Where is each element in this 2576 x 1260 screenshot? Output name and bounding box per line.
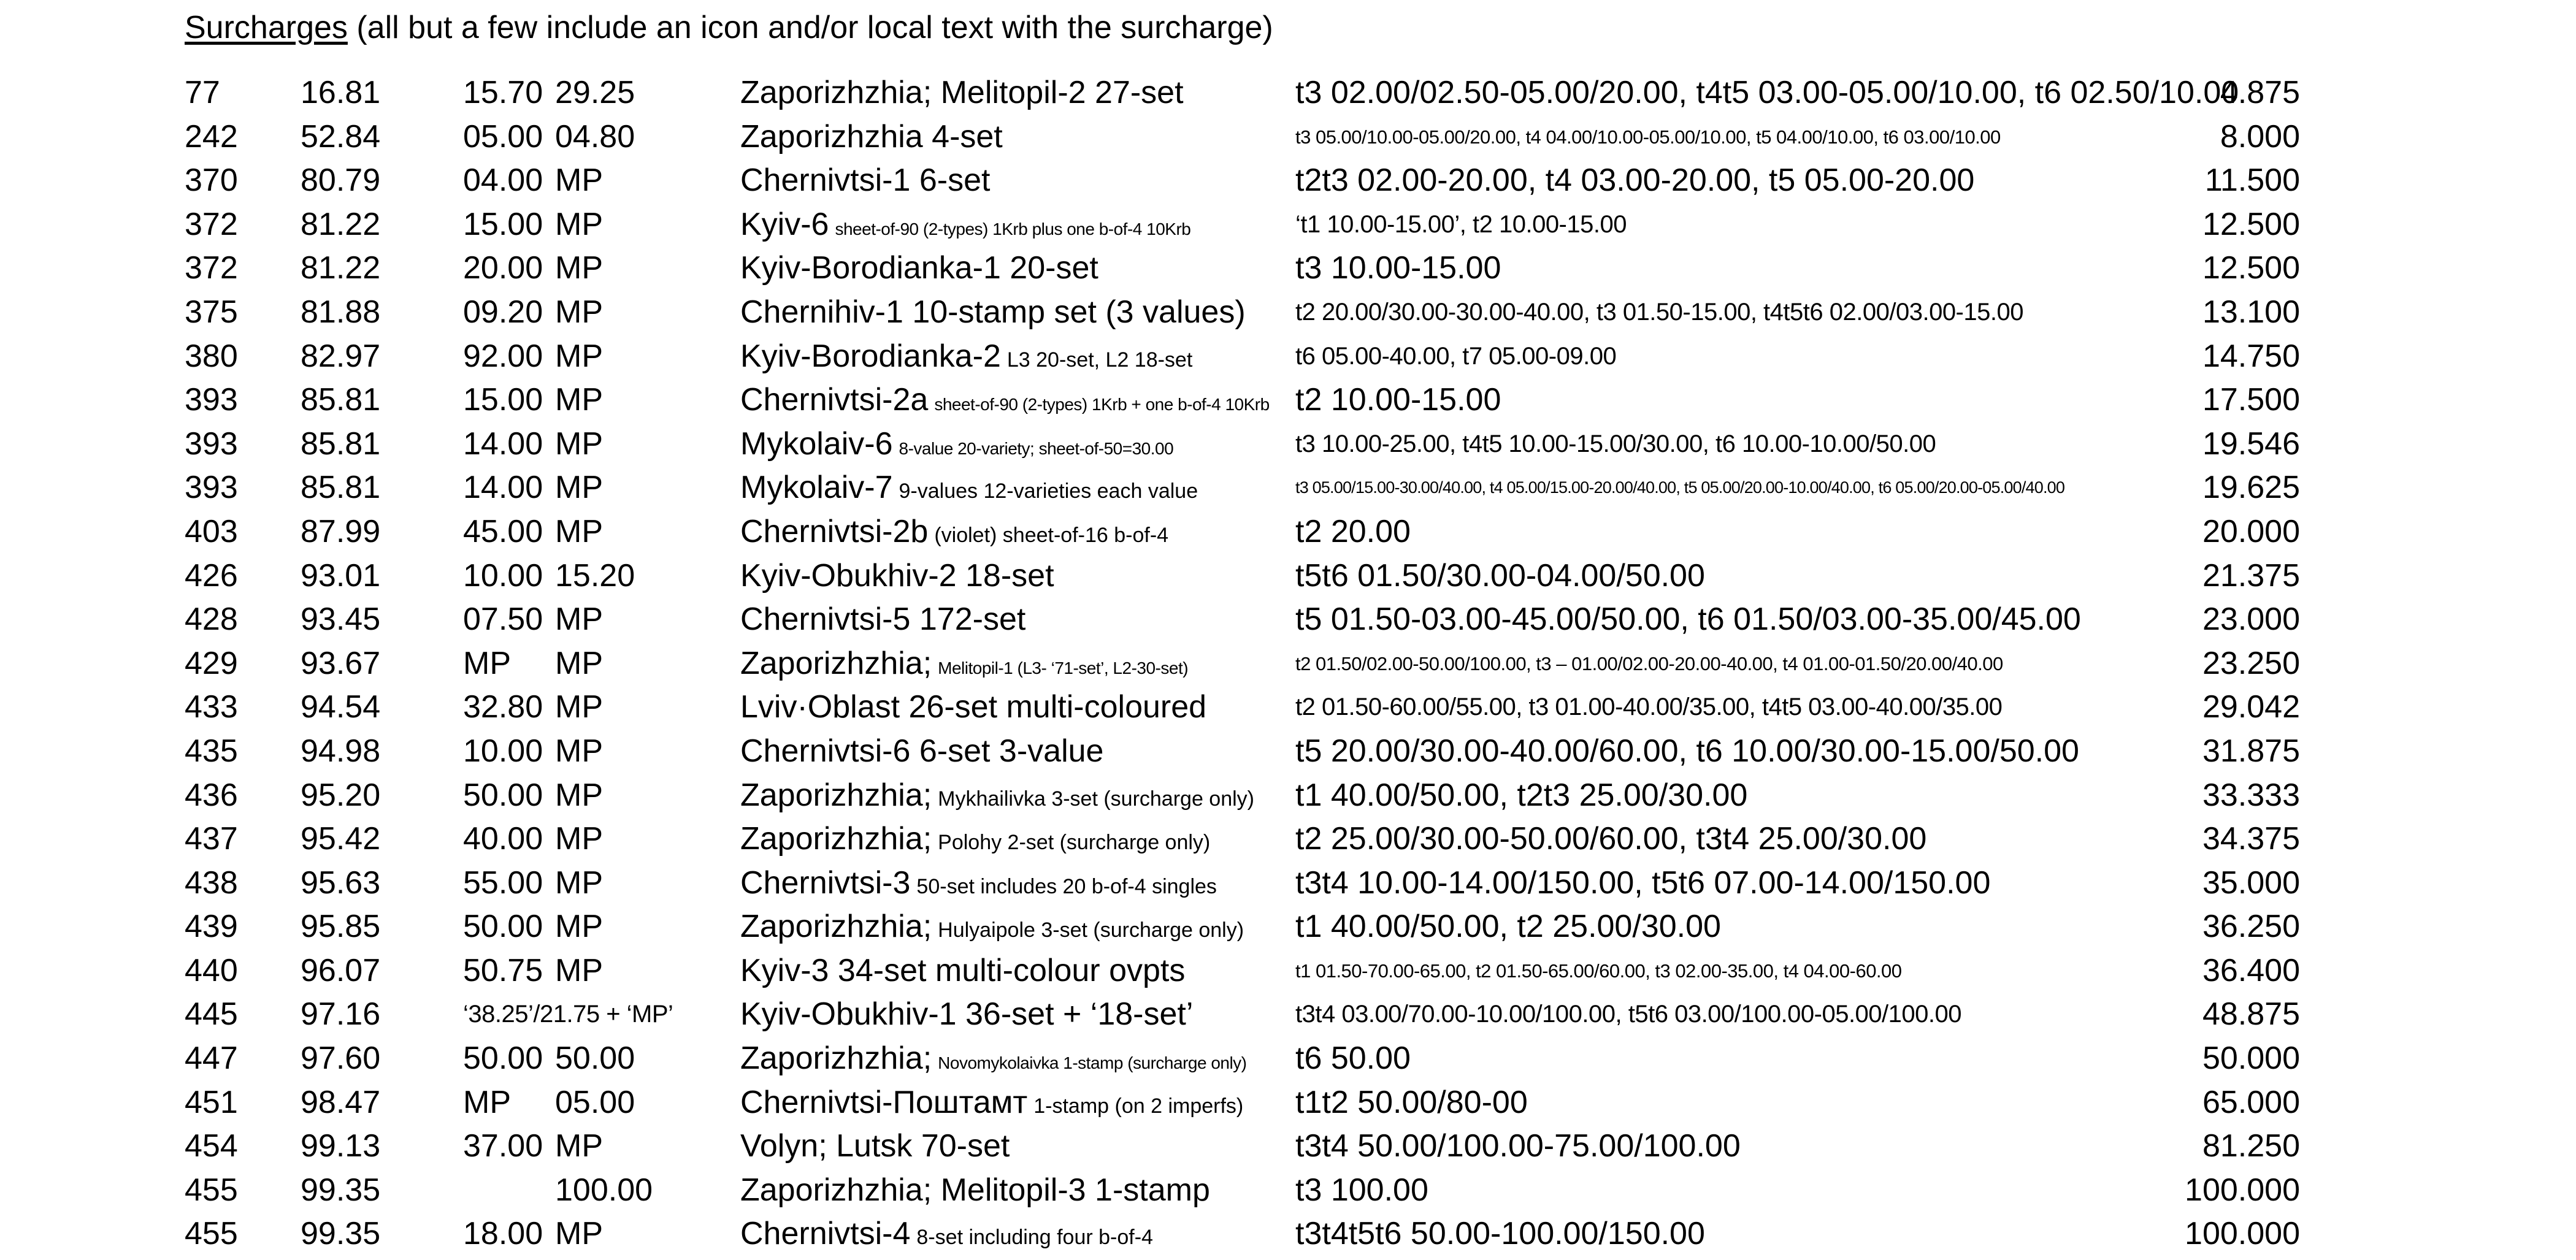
- table-row: [0, 422, 2576, 467]
- issue-name: Volyn; Lutsk 70-set: [740, 1128, 1010, 1164]
- percentile-cell: 87.99: [301, 513, 381, 549]
- tariff-cell: t3t4 10.00-14.00/150.00, t5t6 07.00-14.00/150.00: [1295, 865, 1991, 901]
- catalogue-number-cell: 435: [185, 733, 238, 769]
- issue-name: Zaporizhzhia 4-set: [740, 118, 1003, 155]
- price-a-cell: ‘38.25’/21.75 + ‘MP’: [463, 1001, 673, 1028]
- issue-name-cell: [740, 554, 1054, 598]
- price-b-cell: MP: [555, 338, 603, 374]
- price-b-cell: 50.00: [555, 1040, 635, 1077]
- percentile-cell: 85.81: [301, 470, 381, 506]
- issue-note: 50-set includes 20 b-of-4 singles: [916, 874, 1217, 898]
- price-a-cell: 40.00: [463, 821, 543, 857]
- value-cell: 11.500: [2204, 162, 2300, 199]
- value-cell: 48.875: [2202, 996, 2300, 1033]
- price-a-cell: 10.00: [463, 733, 543, 769]
- table-row: [0, 730, 2576, 774]
- table-row: [0, 246, 2576, 291]
- catalogue-number-cell: 380: [185, 338, 238, 374]
- catalogue-number-cell: 429: [185, 645, 238, 681]
- value-cell: 50.000: [2202, 1040, 2300, 1077]
- issue-name: Zaporizhzhia;: [740, 821, 932, 857]
- price-a-cell: MP: [463, 645, 511, 681]
- price-a-cell: 15.70: [463, 75, 543, 110]
- issue-note: sheet-of-90 (2-types) 1Krb plus one b-of-4 10Krb: [835, 219, 1191, 239]
- value-cell: 17.500: [2202, 382, 2300, 418]
- heading-underlined: Surcharges: [185, 10, 348, 45]
- issue-note: 8-value 20-variety; sheet-of-50=30.00: [899, 438, 1174, 458]
- price-b-cell: MP: [555, 645, 603, 681]
- issue-note: (violet) sheet-of-16 b-of-4: [934, 523, 1169, 547]
- tariff-cell: t3t4t5t6 50.00-100.00/150.00: [1295, 1216, 1705, 1252]
- price-a-cell: 50.00: [463, 1040, 543, 1077]
- tariff-cell: t5 01.50-03.00-45.00/50.00, t6 01.50/03.00-35.00/45.00: [1295, 601, 2081, 638]
- issue-name: Kyiv-3 34-set multi-colour ovpts: [740, 952, 1186, 988]
- issue-name-cell: [740, 1212, 1153, 1260]
- price-b-cell: MP: [555, 865, 603, 901]
- tariff-cell: t1 40.00/50.00, t2 25.00/30.00: [1295, 909, 1721, 945]
- issue-name: Zaporizhzhia;: [740, 1040, 932, 1077]
- percentile-cell: 99.35: [301, 1216, 381, 1252]
- table-row: [0, 1124, 2576, 1169]
- price-b-cell: MP: [555, 206, 603, 242]
- table-row: [0, 1037, 2576, 1081]
- value-cell: 20.000: [2202, 513, 2300, 549]
- catalogue-number-cell: 455: [185, 1216, 238, 1252]
- percentile-cell: 94.98: [301, 733, 381, 769]
- price-a-cell: 37.00: [463, 1128, 543, 1164]
- price-b-cell: MP: [555, 250, 603, 286]
- price-b-cell: 15.20: [555, 557, 635, 594]
- issue-name-cell: [740, 203, 1190, 251]
- issue-note: Polohy 2-set (surcharge only): [938, 831, 1211, 855]
- value-cell: 31.875: [2202, 733, 2300, 769]
- percentile-cell: 81.88: [301, 294, 381, 330]
- percentile-cell: 95.63: [301, 865, 381, 901]
- price-b-cell: MP: [555, 1128, 603, 1164]
- issue-name-cell: [740, 378, 1270, 427]
- tariff-cell: t3t4 50.00/100.00-75.00/100.00: [1295, 1128, 1741, 1164]
- price-b-cell: MP: [555, 382, 603, 418]
- price-b-cell: 05.00: [555, 1084, 635, 1120]
- tariff-cell: t2 20.00/30.00-30.00-40.00, t3 01.50-15.00, t4t5t6 02.00/03.00-15.00: [1295, 298, 2023, 326]
- price-a-cell: MP: [463, 1084, 511, 1120]
- table-row: [0, 335, 2576, 379]
- issue-name-cell: [740, 642, 1188, 690]
- tariff-cell: t2 01.50-60.00/55.00, t3 01.00-40.00/35.00, t4t5 03.00-40.00/35.00: [1295, 693, 2003, 721]
- tariff-cell: t2 01.50/02.00-50.00/100.00, t3 – 01.00/02.00-20.00-40.00, t4 01.00-01.50/20.00/40.00: [1295, 652, 2003, 674]
- table-row: [0, 71, 2576, 115]
- issue-name-cell: [740, 1037, 1247, 1085]
- issue-name-cell: [740, 598, 1025, 642]
- price-a-cell: 18.00: [463, 1216, 543, 1252]
- percentile-cell: 96.07: [301, 952, 381, 988]
- tariff-cell: t1t2 50.00/80-00: [1295, 1084, 1528, 1120]
- issue-name: Chernivtsi-Поштамт: [740, 1084, 1028, 1120]
- value-cell: 12.500: [2202, 206, 2300, 242]
- percentile-cell: 95.85: [301, 909, 381, 945]
- catalogue-number-cell: 440: [185, 952, 238, 988]
- issue-note: 8-set including four b-of-4: [916, 1226, 1153, 1250]
- table-row: [0, 554, 2576, 598]
- value-cell: 23.250: [2202, 645, 2300, 681]
- issue-name-cell: [740, 905, 1244, 953]
- table-row: [0, 993, 2576, 1037]
- percentile-cell: 99.13: [301, 1128, 381, 1164]
- heading-rest: (all but a few include an icon and/or local text with the surcharge): [347, 10, 1273, 45]
- tariff-cell: t2t3 02.00-20.00, t4 03.00-20.00, t5 05.00-20.00: [1295, 162, 1975, 199]
- value-cell: 12.500: [2202, 250, 2300, 286]
- value-cell: 34.375: [2202, 821, 2300, 857]
- catalogue-number-cell: 375: [185, 294, 238, 330]
- issue-name: Chernivtsi-2a: [740, 382, 929, 418]
- value-cell: 81.250: [2202, 1128, 2300, 1164]
- price-b-cell: MP: [555, 909, 603, 945]
- price-b-cell: MP: [555, 162, 603, 199]
- issue-name: Zaporizhzhia;: [740, 645, 932, 681]
- issue-name-cell: [740, 1124, 1010, 1169]
- tariff-cell: t1 40.00/50.00, t2t3 25.00/30.00: [1295, 777, 1748, 813]
- tariff-cell: t6 05.00-40.00, t7 05.00-09.00: [1295, 342, 1617, 370]
- tariff-cell: t3 10.00-15.00: [1295, 250, 1501, 286]
- catalogue-number-cell: 372: [185, 250, 238, 286]
- issue-note: Melitopil-1 (L3- ‘71-set’, L2-30-set): [938, 658, 1189, 678]
- catalogue-number-cell: 77: [185, 75, 220, 110]
- value-cell: 4.875: [2220, 75, 2300, 110]
- issue-name-cell: [740, 291, 1246, 335]
- price-a-cell: 14.00: [463, 470, 543, 506]
- tariff-cell: t1 01.50-70.00-65.00, t2 01.50-65.00/60.00, t3 02.00-35.00, t4 04.00-60.00: [1295, 960, 1902, 982]
- percentile-cell: 81.22: [301, 206, 381, 242]
- percentile-cell: 95.20: [301, 777, 381, 813]
- section-heading: [185, 6, 1273, 49]
- issue-name: Mykolaiv-7: [740, 470, 893, 506]
- issue-name-cell: [740, 949, 1185, 993]
- issue-name: Chernivtsi-4: [740, 1216, 911, 1252]
- issue-name: Chernivtsi-5 172-set: [740, 601, 1026, 638]
- table-row: [0, 291, 2576, 335]
- tariff-cell: t3t4 03.00/70.00-10.00/100.00, t5t6 03.00/100.00-05.00/100.00: [1295, 1001, 1962, 1028]
- issue-name: Chernivtsi-3: [740, 865, 911, 901]
- value-cell: 14.750: [2202, 338, 2300, 374]
- catalogue-number-cell: 454: [185, 1128, 238, 1164]
- catalogue-number-cell: 428: [185, 601, 238, 638]
- issue-note: Mykhailivka 3-set (surcharge only): [938, 787, 1254, 811]
- percentile-cell: 97.16: [301, 996, 381, 1033]
- catalogue-number-cell: 370: [185, 162, 238, 199]
- table-row: [0, 774, 2576, 818]
- catalogue-number-cell: 455: [185, 1172, 238, 1208]
- tariff-cell: ‘t1 10.00-15.00’, t2 10.00-15.00: [1295, 210, 1627, 238]
- catalogue-number-cell: 426: [185, 557, 238, 594]
- issue-note: L3 20-set, L2 18-set: [1006, 348, 1193, 372]
- value-cell: 23.000: [2202, 601, 2300, 638]
- issue-name-cell: [740, 246, 1098, 291]
- price-b-cell: MP: [555, 1216, 603, 1252]
- price-a-cell: 09.20: [463, 294, 543, 330]
- issue-name: Zaporizhzhia;: [740, 909, 932, 945]
- catalogue-number-cell: 242: [185, 118, 238, 155]
- percentile-cell: 85.81: [301, 426, 381, 462]
- price-b-cell: MP: [555, 513, 603, 549]
- catalogue-number-cell: 393: [185, 382, 238, 418]
- percentile-cell: 52.84: [301, 118, 381, 155]
- surcharge-table: [0, 71, 2576, 1256]
- percentile-cell: 16.81: [301, 75, 381, 110]
- issue-note: 9-values 12-varieties each value: [899, 479, 1198, 503]
- value-cell: 36.250: [2202, 909, 2300, 945]
- price-a-cell: 55.00: [463, 865, 543, 901]
- issue-note: sheet-of-90 (2-types) 1Krb + one b-of-4 10Krb: [934, 395, 1270, 414]
- table-row: [0, 510, 2576, 554]
- price-b-cell: MP: [555, 294, 603, 330]
- issue-name: Chernivtsi-6 6-set 3-value: [740, 733, 1104, 769]
- percentile-cell: 80.79: [301, 162, 381, 199]
- table-row: [0, 378, 2576, 422]
- table-row: [0, 685, 2576, 730]
- price-b-cell: MP: [555, 689, 603, 725]
- percentile-cell: 94.54: [301, 689, 381, 725]
- value-cell: 100.000: [2185, 1216, 2300, 1252]
- issue-note: Hulyaipole 3-set (surcharge only): [938, 918, 1244, 942]
- price-a-cell: 15.00: [463, 206, 543, 242]
- value-cell: 19.546: [2202, 426, 2300, 462]
- issue-name: Kyiv-Obukhiv-2 18-set: [740, 557, 1054, 594]
- value-cell: 35.000: [2202, 865, 2300, 901]
- value-cell: 19.625: [2202, 470, 2300, 506]
- price-a-cell: 15.00: [463, 382, 543, 418]
- issue-name-cell: [740, 335, 1192, 383]
- table-row: [0, 115, 2576, 159]
- price-a-cell: 50.00: [463, 777, 543, 813]
- catalogue-number-cell: 451: [185, 1084, 238, 1120]
- price-b-cell: MP: [555, 777, 603, 813]
- value-cell: 36.400: [2202, 952, 2300, 988]
- table-row: [0, 861, 2576, 906]
- price-b-cell: MP: [555, 470, 603, 506]
- issue-name: Lviv·Oblast 26-set multi-coloured: [740, 689, 1207, 725]
- percentile-cell: 93.67: [301, 645, 381, 681]
- tariff-cell: t3 100.00: [1295, 1172, 1428, 1208]
- price-b-cell: 100.00: [555, 1172, 653, 1208]
- catalogue-number-cell: 433: [185, 689, 238, 725]
- table-row: [0, 159, 2576, 203]
- catalogue-number-cell: 372: [185, 206, 238, 242]
- price-a-cell: 45.00: [463, 513, 543, 549]
- catalogue-number-cell: 437: [185, 821, 238, 857]
- value-cell: 33.333: [2202, 777, 2300, 813]
- percentile-cell: 99.35: [301, 1172, 381, 1208]
- tariff-cell: t2 25.00/30.00-50.00/60.00, t3t4 25.00/30.00: [1295, 821, 1927, 857]
- issue-name-cell: [740, 115, 1003, 159]
- tariff-cell: t3 10.00-25.00, t4t5 10.00-15.00/30.00, t6 10.00-10.00/50.00: [1295, 430, 1936, 457]
- price-b-cell: 04.80: [555, 118, 635, 155]
- tariff-cell: t2 10.00-15.00: [1295, 382, 1501, 418]
- catalogue-number-cell: 393: [185, 426, 238, 462]
- table-row: [0, 1081, 2576, 1125]
- issue-name-cell: [740, 71, 1184, 115]
- price-b-cell: MP: [555, 952, 603, 988]
- issue-name-cell: [740, 1169, 1210, 1213]
- issue-name: Kyiv-Borodianka-1 20-set: [740, 250, 1098, 286]
- percentile-cell: 85.81: [301, 382, 381, 418]
- issue-name: Zaporizhzhia; Melitopil-2 27-set: [740, 75, 1184, 110]
- issue-note: 1-stamp (on 2 imperfs): [1033, 1094, 1244, 1118]
- price-a-cell: 10.00: [463, 557, 543, 594]
- table-row: [0, 203, 2576, 247]
- issue-name-cell: [740, 730, 1103, 774]
- issue-note: Novomykolaivka 1-stamp (surcharge only): [938, 1053, 1247, 1073]
- issue-name: Zaporizhzhia; Melitopil-3 1-stamp: [740, 1172, 1210, 1208]
- catalogue-number-cell: 403: [185, 513, 238, 549]
- percentile-cell: 81.22: [301, 250, 381, 286]
- table-row: [0, 949, 2576, 993]
- price-b-cell: MP: [555, 426, 603, 462]
- catalogue-number-cell: 445: [185, 996, 238, 1033]
- price-a-cell: 20.00: [463, 250, 543, 286]
- tariff-cell: t2 20.00: [1295, 513, 1411, 549]
- issue-name-cell: [740, 817, 1210, 865]
- catalogue-number-cell: 436: [185, 777, 238, 813]
- issue-name: Kyiv-Obukhiv-1 36-set + ‘18-set’: [740, 996, 1194, 1033]
- price-a-cell: 50.75: [463, 952, 543, 988]
- issue-name: Chernivtsi-2b: [740, 513, 929, 549]
- value-cell: 100.000: [2185, 1172, 2300, 1208]
- price-a-cell: 05.00: [463, 118, 543, 155]
- price-a-cell: 92.00: [463, 338, 543, 374]
- percentile-cell: 97.60: [301, 1040, 381, 1077]
- issue-name-cell: [740, 422, 1173, 471]
- catalogue-number-cell: 393: [185, 470, 238, 506]
- table-row: [0, 817, 2576, 861]
- percentile-cell: 95.42: [301, 821, 381, 857]
- issue-name: Kyiv-Borodianka-2: [740, 338, 1001, 374]
- value-cell: 8.000: [2220, 118, 2300, 155]
- issue-name-cell: [740, 466, 1198, 514]
- table-row: [0, 466, 2576, 510]
- catalogue-number-cell: 447: [185, 1040, 238, 1077]
- percentile-cell: 93.01: [301, 557, 381, 594]
- price-a-cell: 14.00: [463, 426, 543, 462]
- value-cell: 29.042: [2202, 689, 2300, 725]
- percentile-cell: 93.45: [301, 601, 381, 638]
- issue-name: Kyiv-6: [740, 206, 829, 242]
- catalogue-number-cell: 439: [185, 909, 238, 945]
- issue-name-cell: [740, 1081, 1243, 1129]
- percentile-cell: 82.97: [301, 338, 381, 374]
- table-row: [0, 1169, 2576, 1213]
- price-b-cell: MP: [555, 601, 603, 638]
- tariff-cell: t3 05.00/15.00-30.00/40.00, t4 05.00/15.00-20.00/40.00, t5 05.00/20.00-10.00/40.00, t6 05.00/20.00-05.00/40.00: [1295, 478, 2065, 497]
- issue-name: Chernivtsi-1 6-set: [740, 162, 991, 199]
- issue-name-cell: [740, 159, 990, 203]
- value-cell: 21.375: [2202, 557, 2300, 594]
- issue-name: Mykolaiv-6: [740, 426, 893, 462]
- issue-name-cell: [740, 861, 1217, 909]
- catalogue-number-cell: 438: [185, 865, 238, 901]
- value-cell: 13.100: [2202, 294, 2300, 330]
- price-a-cell: 07.50: [463, 601, 543, 638]
- tariff-cell: t3 05.00/10.00-05.00/20.00, t4 04.00/10.00-05.00/10.00, t5 04.00/10.00, t6 03.00/10.00: [1295, 126, 2001, 148]
- issue-name-cell: [740, 993, 1193, 1037]
- price-a-cell: 50.00: [463, 909, 543, 945]
- tariff-cell: t6 50.00: [1295, 1040, 1411, 1077]
- table-row: [0, 598, 2576, 642]
- tariff-cell: t5t6 01.50/30.00-04.00/50.00: [1295, 557, 1705, 594]
- price-b-cell: MP: [555, 821, 603, 857]
- table-row: [0, 905, 2576, 949]
- tariff-cell: t3 02.00/02.50-05.00/20.00, t4t5 03.00-05.00/10.00, t6 02.50/10.00: [1295, 75, 2239, 110]
- price-b-cell: MP: [555, 733, 603, 769]
- tariff-cell: t5 20.00/30.00-40.00/60.00, t6 10.00/30.00-15.00/50.00: [1295, 733, 2079, 769]
- table-row: [0, 1212, 2576, 1256]
- price-a-cell: 04.00: [463, 162, 543, 199]
- price-a-cell: 32.80: [463, 689, 543, 725]
- value-cell: 65.000: [2202, 1084, 2300, 1120]
- percentile-cell: 98.47: [301, 1084, 381, 1120]
- issue-name: Chernihiv-1 10-stamp set (3 values): [740, 294, 1246, 330]
- price-b-cell: 29.25: [555, 75, 635, 110]
- issue-name-cell: [740, 510, 1168, 558]
- issue-name-cell: [740, 774, 1254, 822]
- issue-name: Zaporizhzhia;: [740, 777, 932, 813]
- table-row: [0, 642, 2576, 686]
- issue-name-cell: [740, 685, 1206, 730]
